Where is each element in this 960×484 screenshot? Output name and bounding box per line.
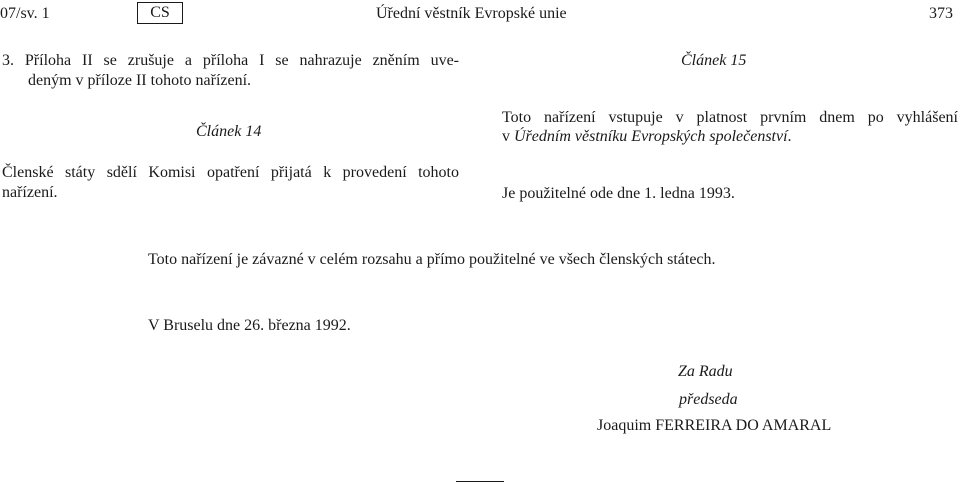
item-3-line-1: 3. Příloha II se zrušuje a příloha I se nahrazuje zněním uve- [2,52,459,69]
signature-for-council: Za Radu [678,363,733,380]
item-3-line-2: deným v příloze II tohoto nařízení. [28,72,252,89]
issue-number: 07/sv. 1 [0,5,50,22]
article-15-line-2-prefix: v [502,128,514,145]
article-14-line-2: nařízení. [2,184,58,201]
end-divider [456,481,504,482]
article-14-line-1: Členské státy sdělí Komisi opatření přijatá k provedení tohoto [2,164,459,181]
journal-title: Úřední věstník Evropské unie [376,5,567,22]
article-14-heading: Článek 14 [196,123,262,140]
official-journal-title: Úředním věstníku Evropských společenství [514,128,788,145]
place-and-date: V Bruselu dne 26. března 1992. [148,317,351,334]
signatory-name: Joaquim FERREIRA DO AMARAL [597,417,832,434]
article-15-heading: Článek 15 [681,52,747,69]
article-15-line-2 [502,127,792,147]
page-number: 373 [929,5,953,22]
applicable-from: Je použitelné ode dne 1. ledna 1993. [502,185,735,202]
binding-clause: Toto nařízení je závazné v celém rozsahu a přímo použitelné ve všech členských státech. [148,251,716,268]
language-badge: CS [137,2,183,24]
article-15-line-2-suffix: . [787,128,792,145]
article-15-line-1: Toto nařízení vstupuje v platnost prvním dnem po vyhlášení [502,109,958,126]
signature-role: předseda [679,391,738,408]
